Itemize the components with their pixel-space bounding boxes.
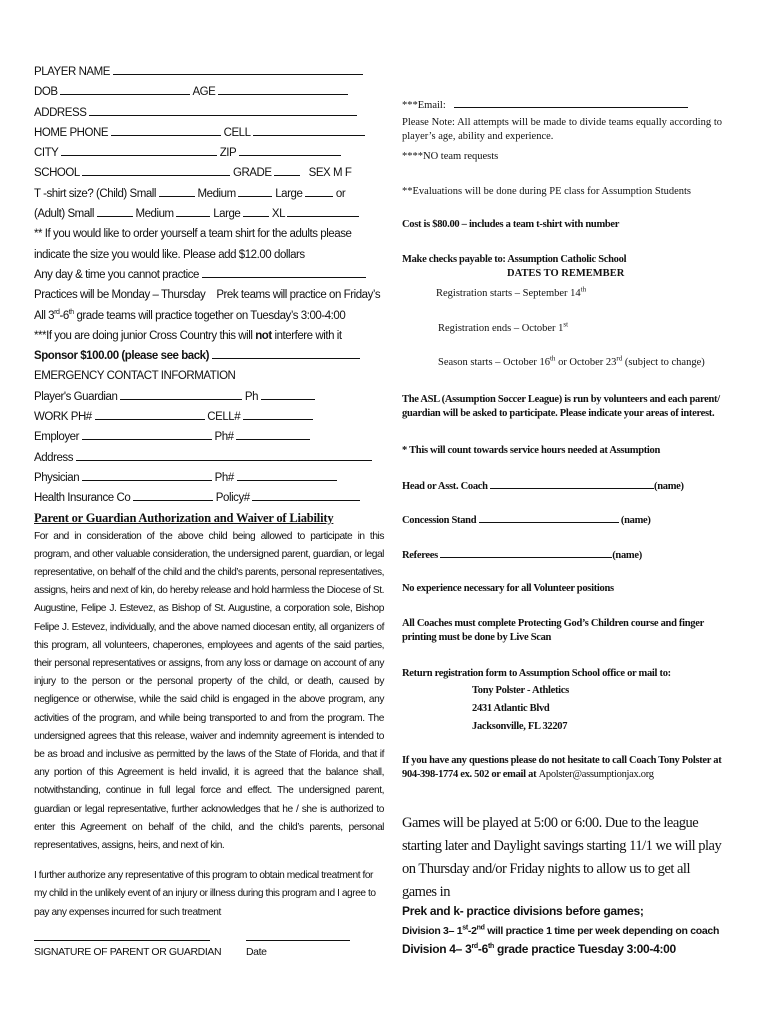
school-label: SCHOOL [34,167,80,180]
order-note-2: indicate the size you would like. Please add $12.00 dollars [34,248,305,261]
policy-label: Policy# [215,492,250,505]
address-label: ADDRESS [34,106,87,119]
questions-text: If you have any questions please do not hesitate to call Coach Tony Polster at 904-398-1774 ex. 502 or email at [402,755,722,780]
player-name-row [34,62,384,82]
physician-ph-label: Ph# [214,471,234,484]
tshirt-question: T -shirt size? (Child) Small [34,187,157,200]
registration-end [438,322,718,336]
referees-label: Referees [402,550,438,561]
coach-name-tag: (name) [654,481,684,492]
practices-row [34,285,384,305]
division-4-note [402,940,722,958]
guardian-field[interactable] [120,387,242,400]
child-large-field[interactable] [305,184,333,197]
season-text-a: Season starts – October 16 [438,357,550,368]
address-field[interactable] [89,103,357,116]
concession-label: Concession Stand [402,515,477,526]
cost-note: Cost is $80.00 – includes a team t-shirt with number [402,219,620,230]
medical-authorization: I further authorize any representative of this program to obtain medical treatment for my child in the unlikely event of an injury or illness during this program and I agree to pay any expenses incurred for such treatment [34,870,376,918]
cell-field[interactable] [253,123,365,136]
email-field[interactable] [454,98,688,108]
all-grades-text-b: -6 [59,309,69,322]
dob-label: DOB [34,86,58,99]
waiver-body: For and in consideration of the above child being allowed to participate in this program, and other valuable consideration, the undersigned parent, guardian, or legal representative, on behalf of the child and the child’s parents, personal representatives, assigns, heirs and next of kin, do hereby release and hold harmless the Diocese of St. Augustine, Felipe J. Estevez, as Bishop of St. Augustine, a corporation sole, Bishop Felipe J. Estevez, individually, and the above named diocesan entity, all organizers of this program, all volunteers, chaperones, employees and agents of the said parties, their personal representatives or assigns, from any loss or damage on account of any injury to the person or the personal property of the child, or death, caused by negligence or otherwise, while the said child is engaged in the above program, any activities of the program, and while being transported to and from the program. The undersigned agrees that this release, waiver and indemnity agreement is intended to be as broad and inclusive as permitted by the laws of the State of Florida, and that if any portion of this Agreement is held invalid, it is agreed that the balance shall, notwithstanding, continue in full legal force and effect. The undersigned parent, guardian or legal representative, further acknowledges that he / she is authorized to enter this Agreement on behalf of the child, and the child’s parents, personal representatives, assigns, heirs, and next of kin. [34,530,384,851]
cannot-practice-label: Any day & time you cannot practice [34,268,199,281]
reg-end-text: Registration ends – October 1 [438,323,564,334]
sponsor-label: Sponsor $100.00 (please see back) [34,350,210,363]
reg-end-sup: st [563,320,569,329]
tshirt-child-row [34,184,384,204]
div3-text-a: Division 3– 1 [402,925,463,937]
div4-text-c: grade practice Tuesday 3:00-4:00 [493,942,676,956]
left-column [34,62,384,922]
work-ph-label: WORK PH# [34,411,92,424]
season-text-c: (subject to change) [622,357,705,368]
address2-row [34,448,384,468]
employer-field[interactable] [82,427,212,440]
address2-label: Address [34,451,74,464]
physician-row [34,468,384,488]
all-grades-row [34,306,384,326]
div4-text-b: -6 [477,942,488,956]
cross-country-row [34,326,384,346]
cell-hash-field[interactable] [243,407,313,420]
player-name-label: PLAYER NAME [34,66,110,78]
guardian-ph-label: Ph [244,390,259,403]
school-row [34,163,384,183]
dates-heading: DATES TO REMEMBER [507,268,625,279]
no-team-requests: ****NO team requests [402,151,499,162]
address-row [34,103,384,123]
waiver-title: Parent or Guardian Authorization and Waiver of Liability [34,510,334,525]
adult-medium-label: Medium [135,208,174,221]
emergency-heading: EMERGENCY CONTACT INFORMATION [34,370,236,383]
xl-label: XL [271,208,285,221]
registration-start [436,287,716,301]
cannot-practice-field[interactable] [202,265,366,278]
games-schedule-note: Games will be played at 5:00 or 6:00. Due to the league starting later and Daylight savings starting 11/1 we will play on Thursday and/or Friday nights to allow us to get all games in [402,815,722,900]
adult-large-field[interactable] [243,204,269,217]
xl-field[interactable] [287,204,359,217]
signature-line[interactable] [34,940,210,941]
all-grades-text-a: All 3 [34,309,55,322]
mail-address-line3: Jacksonville, FL 32207 [472,721,568,732]
no-experience-note: No experience necessary for all Volunteer positions [402,583,614,594]
age-label: AGE [192,86,216,99]
guardian-ph-field[interactable] [261,387,315,400]
contact-email-link[interactable]: Apolster@assumptionjax.org [538,769,654,780]
prek-text: Prek teams will practice on Friday’s [216,289,381,302]
all-grades-text-c: grade teams will practice together on Tuesday’s 3:00-4:00 [73,309,346,322]
div4-sup-b: th [487,943,494,950]
physician-ph-field[interactable] [237,468,337,481]
practices-text: Practices will be Monday – Thursday [34,289,206,302]
div3-text-c: will practice 1 time per week depending on coach [484,925,720,937]
sponsor-field[interactable] [212,346,360,359]
sponsor-row [34,346,384,366]
coach-row [402,479,722,494]
insurance-label: Health Insurance Co [34,492,131,505]
cell-hash-label: CELL# [207,411,241,424]
employer-ph-label: Ph# [214,431,234,444]
cross-country-text-b: interfere with it [271,329,342,342]
season-start [438,356,722,370]
season-text-b: or October 23 [555,357,617,368]
phone-row [34,123,384,143]
checks-payable: Make checks payable to: Assumption Catholic School [402,254,627,265]
child-large-label: Large [275,187,303,200]
signature-label: SIGNATURE OF PARENT OR GUARDIAN [34,946,222,958]
employer-label: Employer [34,431,79,444]
physician-field[interactable] [82,468,212,481]
insurance-row [34,488,384,508]
season-sup-a: th [549,354,556,363]
insurance-field[interactable] [133,488,213,501]
adult-medium-field[interactable] [176,204,210,217]
address2-field[interactable] [76,448,372,461]
email-row [402,98,722,113]
physician-label: Physician [34,471,80,484]
grade-field[interactable] [274,163,300,176]
home-phone-label: HOME PHONE [34,126,109,139]
div4-text-a: Division 4– 3 [402,942,472,956]
city-field[interactable] [61,143,217,156]
email-label: ***Email: [402,100,446,111]
cannot-practice-row [34,265,384,285]
coach-label: Head or Asst. Coach [402,481,488,492]
concession-name-tag: (name) [620,515,651,526]
employer-row [34,427,384,447]
coach-field[interactable] [490,479,654,489]
grade-label: GRADE [232,167,272,180]
concession-row [402,513,722,528]
city-row [34,143,384,163]
player-name-field[interactable] [113,62,363,75]
referees-name-tag: (name) [612,550,642,561]
all-grades-sup-a: rd [54,308,60,316]
date-line[interactable] [246,940,350,941]
work-ph-field[interactable] [95,407,205,420]
reg-start-sup: th [580,285,587,294]
age-field[interactable] [218,82,348,95]
school-field[interactable] [82,163,230,176]
cross-country-text-a: ***If you are doing junior Cross Country this will [34,329,256,342]
order-note-1: ** If you would like to order yourself a team shirt for the adults please [34,228,352,241]
employer-ph-field[interactable] [236,427,310,440]
dob-row [34,82,384,102]
zip-label: ZIP [219,147,237,160]
evaluations-note: **Evaluations will be done during PE class for Assumption Students [402,186,692,197]
referees-row [402,548,722,563]
or-label: or [335,187,346,200]
city-label: CITY [34,147,59,160]
teams-note: Please Note: All attempts will be made to divide teams equally according to player’s age, ability and experience. [402,117,722,142]
referees-field[interactable] [440,548,612,558]
adult-small-label: (Adult) Small [34,208,94,221]
coaches-requirement: All Coaches must complete Protecting God’s Children course and finger printing must be done by Live Scan [402,618,704,643]
div3-sup-b: nd [476,924,485,932]
service-hours-note: * This will count towards service hours needed at Assumption [402,445,661,456]
sex-label: SEX M F [308,167,352,180]
child-small-field[interactable] [159,184,195,197]
child-medium-field[interactable] [238,184,272,197]
mail-address-line1: Tony Polster - Athletics [472,685,569,696]
all-grades-sup-b: th [68,308,74,316]
division-3-note [402,922,722,940]
div3-text-b: -2 [467,925,477,937]
dob-field[interactable] [60,82,190,95]
guardian-row [34,387,384,407]
return-instructions: Return registration form to Assumption School office or mail to: [402,668,671,679]
prek-k-divisions: Prek and k- practice divisions before games; [402,904,644,918]
mail-address-line2: 2431 Atlantic Blvd [472,703,550,714]
reg-start-text: Registration starts – September 14 [436,288,581,299]
cell-label: CELL [223,126,251,139]
concession-field[interactable] [479,513,619,523]
tshirt-adult-row [34,204,384,224]
work-phone-row [34,407,384,427]
div4-sup-a: rd [471,943,478,950]
div3-sup-a: st [462,924,468,932]
child-medium-label: Medium [197,187,236,200]
home-phone-field[interactable] [111,123,221,136]
date-label: Date [246,946,267,958]
season-sup-b: rd [616,354,623,363]
zip-field[interactable] [239,143,341,156]
asl-note: The ASL (Assumption Soccer League) is run by volunteers and each parent/ guardian will be asked to participate. Please indicate your areas of interest. [402,394,720,419]
questions-note [402,754,722,782]
adult-large-label: Large [213,208,241,221]
adult-small-field[interactable] [97,204,133,217]
guardian-label: Player's Guardian [34,390,118,403]
cross-country-not: not [255,329,272,342]
policy-field[interactable] [252,488,360,501]
